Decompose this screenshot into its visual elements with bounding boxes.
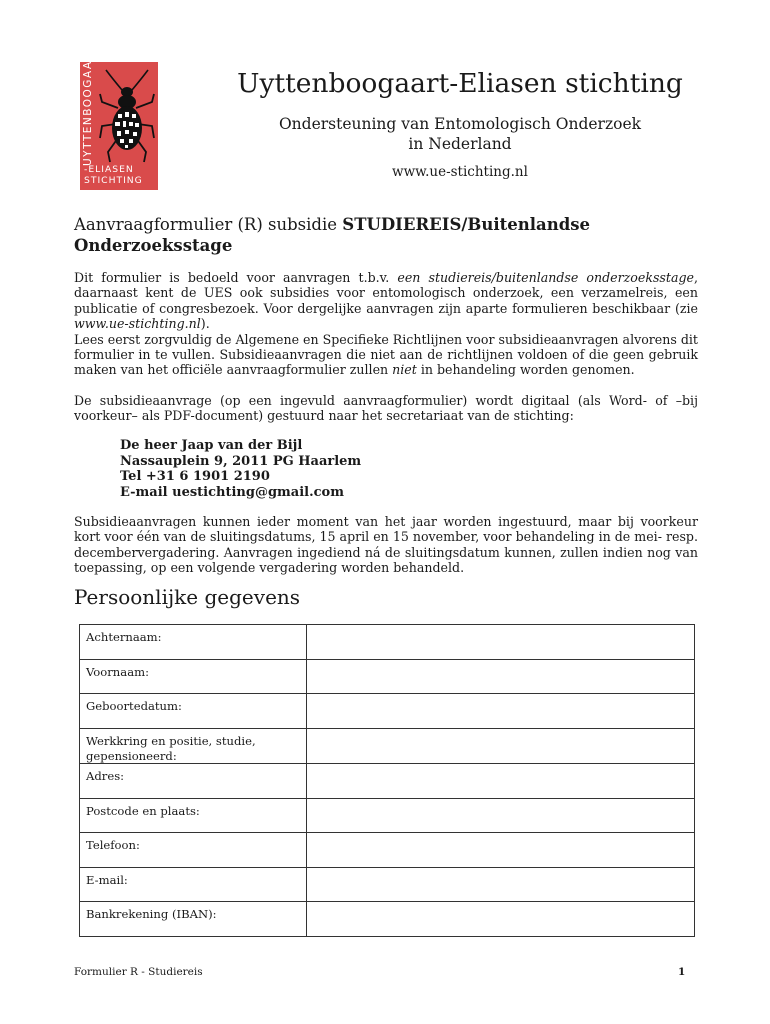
table-row: [80, 764, 695, 799]
table-row: [80, 868, 695, 902]
subtitle-line-2: in Nederland: [408, 135, 512, 153]
werkkring-field[interactable]: [306, 729, 694, 764]
field-label: Telefoon:: [80, 833, 307, 868]
logo-bottom-text: [84, 164, 156, 186]
logo-vertical-text: UYTTENBOOGAART: [82, 44, 94, 166]
email-field[interactable]: [306, 868, 694, 902]
telefoon-field[interactable]: [306, 833, 694, 868]
form-title-bold: STUDIEREIS/Buitenlandse Onderzoeksstage: [74, 215, 591, 255]
submission-paragraph: De subsidieaanvrage (op een ingevuld aanvraagformulier) wordt digitaal (als Word- of –bij voorkeur– als PDF-document) gestuurd naar het secretariaat van de stichting:: [74, 393, 698, 424]
field-label: Werkkring en positie, studie, gepensioneerd:: [80, 729, 307, 764]
field-label: Geboortedatum:: [80, 694, 307, 729]
logo-line-2: STICHTING: [84, 175, 143, 186]
form-title-prefix: Aanvraagformulier (R) subsidie: [74, 215, 343, 234]
table-row: [80, 833, 695, 868]
p1b-start: Lees eerst zorgvuldig de Algemene en Specifieke Richtlijnen voor subsidieaanvragen alvorens dit formulier in te vullen. Subsidieaanvragen die niet aan de richtlijnen voldoen of die geen gebruik maken van het officiële aanvraagformulier zullen: [74, 331, 698, 378]
p1-start: Dit formulier is bedoeld voor aanvragen t.b.v.: [74, 270, 398, 285]
voornaam-field[interactable]: [306, 660, 694, 694]
page-title: Uyttenboogaart-Eliasen stichting: [237, 68, 683, 99]
subtitle: [240, 114, 680, 154]
table-row: [80, 694, 695, 729]
address-block: [120, 438, 361, 500]
website-link[interactable]: www.ue-stichting.nl: [392, 164, 528, 180]
field-label: E-mail:: [80, 868, 307, 902]
field-label: Voornaam:: [80, 660, 307, 694]
p1b-italic: niet: [392, 362, 417, 378]
iban-field[interactable]: [306, 902, 694, 937]
table-row: [80, 729, 695, 764]
section-title: Persoonlijke gegevens: [74, 585, 301, 609]
field-label: Bankrekening (IBAN):: [80, 902, 307, 937]
p1-italic: een studiereis/buitenlandse onderzoeksstage: [397, 270, 694, 285]
address-email[interactable]: E-mail uestichting@gmail.com: [120, 484, 344, 500]
beetle-icon: [98, 68, 156, 164]
table-row: [80, 625, 695, 660]
adres-field[interactable]: [306, 764, 694, 799]
address-phone: Tel +31 6 1901 2190: [120, 469, 270, 485]
field-label: Postcode en plaats:: [80, 799, 307, 833]
postcode-plaats-field[interactable]: [306, 799, 694, 833]
footer-form-name: Formulier R - Studiereis: [74, 966, 203, 978]
table-row: [80, 902, 695, 937]
p1b-end: in behandeling worden genomen.: [416, 362, 635, 378]
deadline-paragraph: Subsidieaanvragen kunnen ieder moment van het jaar worden ingestuurd, maar bij voorkeur kort voor één van de sluitingsdatums, 15 april en 15 november, voor behandeling in de mei- resp. decembervergadering. Aanvragen ingediend ná de sluitingsdatum kunnen, zullen indien nog van toepassing, op een volgende vergadering worden behandeld.: [74, 514, 698, 576]
achternaam-field[interactable]: [306, 625, 694, 660]
geboortedatum-field[interactable]: [306, 694, 694, 729]
logo-line-1: -ELIASEN: [84, 164, 134, 175]
page-number: 1: [678, 966, 686, 978]
field-label: Achternaam:: [80, 625, 307, 660]
address-street: Nassauplein 9, 2011 PG Haarlem: [120, 453, 362, 469]
p1-link[interactable]: www.ue-stichting.nl: [74, 316, 201, 332]
table-row: [80, 799, 695, 833]
intro-paragraph: [74, 270, 698, 378]
p1-mid: , daarnaast kent de UES ook subsidies voor entomologisch onderzoek, een verzamelreis, een publicatie of congresbezoek. Voor dergelijke aanvragen zijn aparte formulieren beschikbaar (zie: [74, 270, 698, 316]
foundation-logo: [80, 44, 158, 190]
field-label: Adres:: [80, 764, 307, 799]
table-row: [80, 660, 695, 694]
address-name: De heer Jaap van der Bijl: [120, 438, 303, 453]
p1-end: ).: [200, 316, 210, 332]
personal-data-table: [79, 624, 695, 937]
form-title: [74, 214, 694, 256]
subtitle-line-1: Ondersteuning van Entomologisch Onderzoek: [278, 115, 642, 133]
